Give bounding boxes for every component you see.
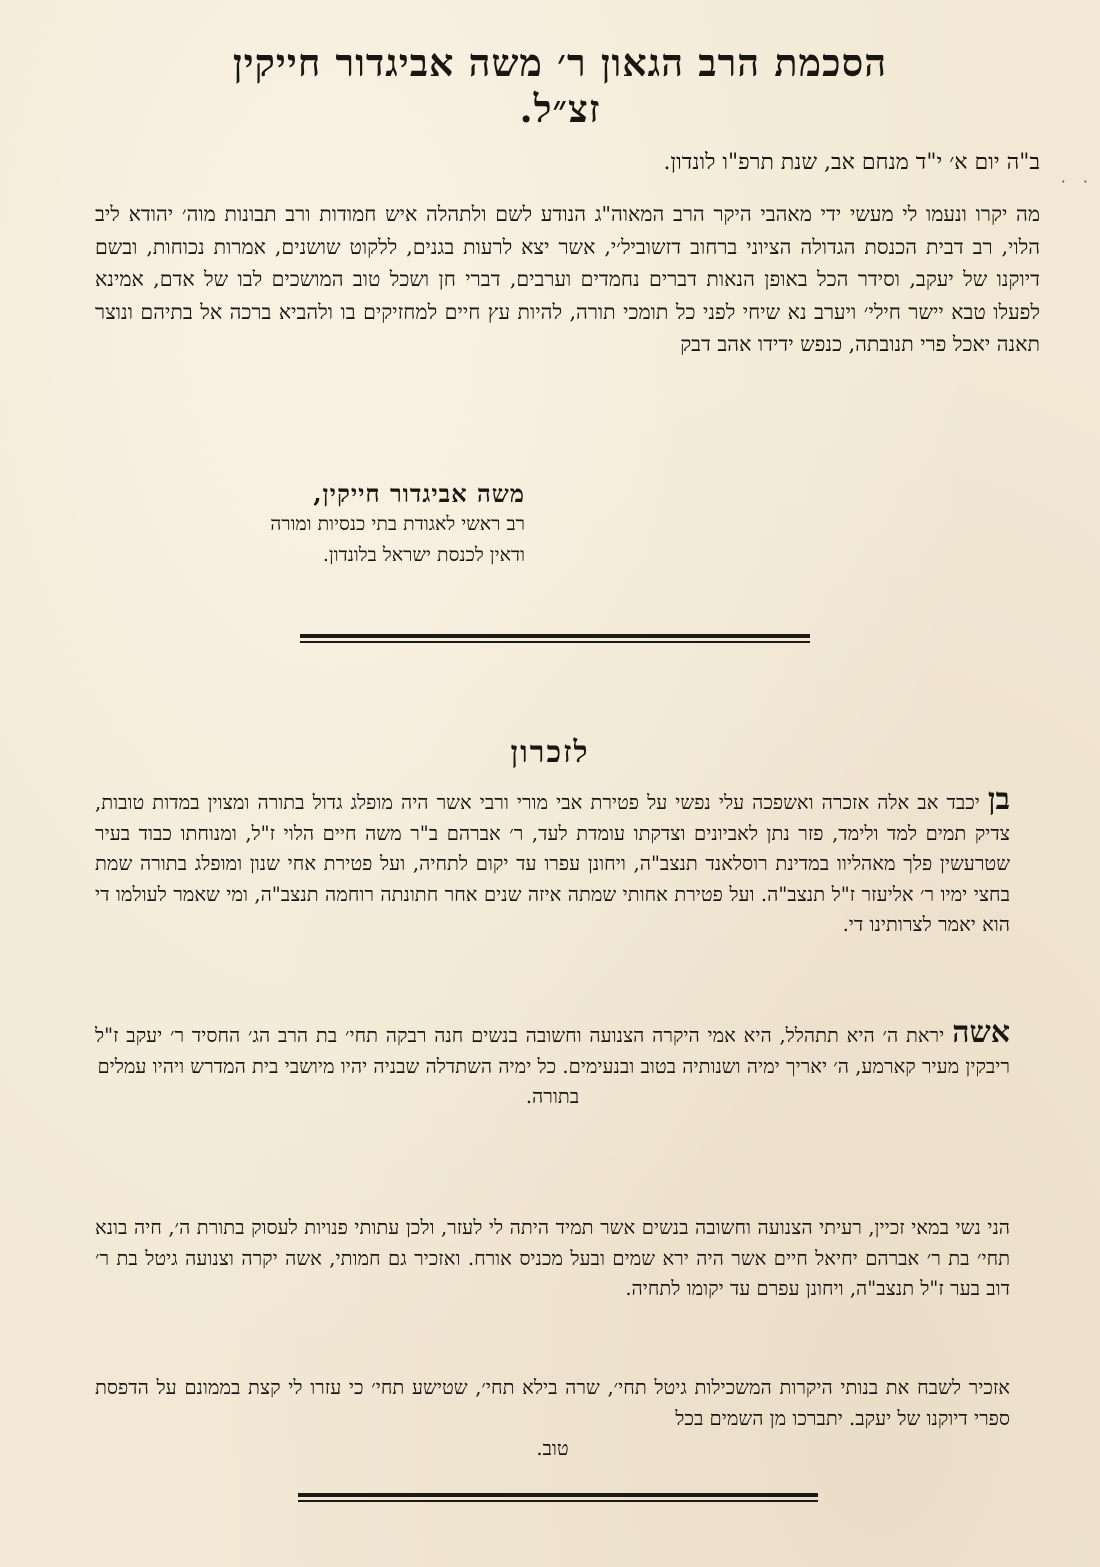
memorial-paragraph-wife [95,1213,1010,1305]
memorial-paragraph-mother [95,1015,1010,1113]
approbation-body-text: מה יקרו ונעמו לי מעשי ידי מאהבי היקר הרב המאוה"ג הנודע לשם ולתהלה איש חמודות ורב תבונות מוה׳ יהודא ליב הלוי, רב דבית הכנסת הגדולה הציוני ברחוב דזשוביל׳י, אשר יצא לרעות בגנים, ללקוט שושנים, אמרות נכוחות, ובשם דיוקנו של יעקב, וסידר הכל באופן הנאות דברים נחמדים וערבים, דברי חן ושכל טוב המושכים לבו של אדם, אמינא לפעלו טבא יישר חילי׳ ויערב נא שיחי לפני כל תומכי תורה, להיות עץ חיים למחזיקים בו ולהביא ברכה אל בתיהם ונוצר תאנה יאכל פרי תנובתה, כנפש ידידו אהב דבק [95,202,1040,356]
paragraph-text: אזכיר לשבח את בנותי היקרות המשכילות גיטל תחי׳, שרה בילא תחי׳, שטישע תחי׳ כי עזרו לי קצת בממונם על הדפסת ספרי דיוקנו של יעקב. יתברכו מן השמים בכל [95,1376,1010,1430]
section-divider-top [300,634,810,644]
approbation-signature [95,478,525,571]
signature-title-line-1: רב ראשי לאגודת בתי כנסיות ומורה [270,513,525,535]
memorial-paragraph-daughters [95,1373,1010,1465]
paragraph-closing-line: בתורה. [525,1085,580,1108]
paragraph-text: יכבד אב אלה אזכרה ואשפכה עלי נפשי על פטירת אבי מורי ורבי אשר היה מופלג גדול בתורה ומצוין במדות טובות, צדיק תמים למד ולימד, פזר נתן לאביונים וצדקתו עומדת לעד, ר׳ אברהם ב"ר משה חיים הלוי ז"ל, ומנוחתו כבוד בעיר שטרעשין פלך מאהליוו במדינת רוסלאנד תנצב"ה, ויחונן עפרו עד יקום לתחיה, ועל פטירת אחי שנון ומופלג בתורה שמת בחצי ימיו ר׳ אליעזר ז"ל תנצב"ה. ועל פטירת אחותי שמתה איזה שנים אחר חתונתה רוחמה תנצב"ה, ומי שאמר לעולמו די הוא יאמר לצרותינו די. [95,791,1010,936]
paragraph-lead-word: אשה [952,1015,1010,1050]
paragraph-lead-word: בן [987,782,1010,817]
approbation-title: הסכמת הרב הגאון ר׳ משה אביגדור חייקין זצ״ל. [232,40,888,131]
paragraph-closing-line: טוב. [536,1437,569,1460]
signature-name: משה אביגדור חייקין, [313,479,525,508]
paragraph-text: יראת ה׳ היא תתהלל, היא אמי היקרה הצנועה וחשובה בנשים חנה רבקה תחי׳ בת הרב הג׳ החסיד ר׳ יעקב ז"ל ריבקין מעיר קארמע, ה׳ יאריך ימיה ושנותיה בטוב ובנעימים. כל ימיה השתדלה שבניה יהיו מיושבי בית המדרש ויהיו עמלים [95,1024,1010,1078]
memorial-title: לזכרון [510,735,590,770]
signature-title-line-2: ודאין לכנסת ישראל בלונדון. [322,544,525,566]
approbation-date-line: ב"ה יום א׳ י"ד מנחם אב, שנת תרפ"ו לונדון. [663,150,1040,175]
memorial-paragraph-father [95,782,1010,941]
approbation-body [95,198,1040,361]
paragraph-text: הני נשי במאי זכיין, רעיתי הצנועה וחשובה בנשים אשר תמיד היתה לי לעזר, ולכן עתותי פנויות לעסוק בתורת ה׳, חיה בונא תחי׳ בת ר׳ אברהם יחיאל חיים אשר היה ירא שמים ובעל מכניס אורח. ואזכיר גם חמותי, אשה יקרה וצנועה גיטל בת ר׳ דוב בער ז"ל תנצב"ה, ויחונן עפרם עד יקומו לתחיה. [95,1216,1010,1300]
section-divider-bottom [298,1493,818,1503]
print-specks-decoration: · · [1060,172,1094,191]
